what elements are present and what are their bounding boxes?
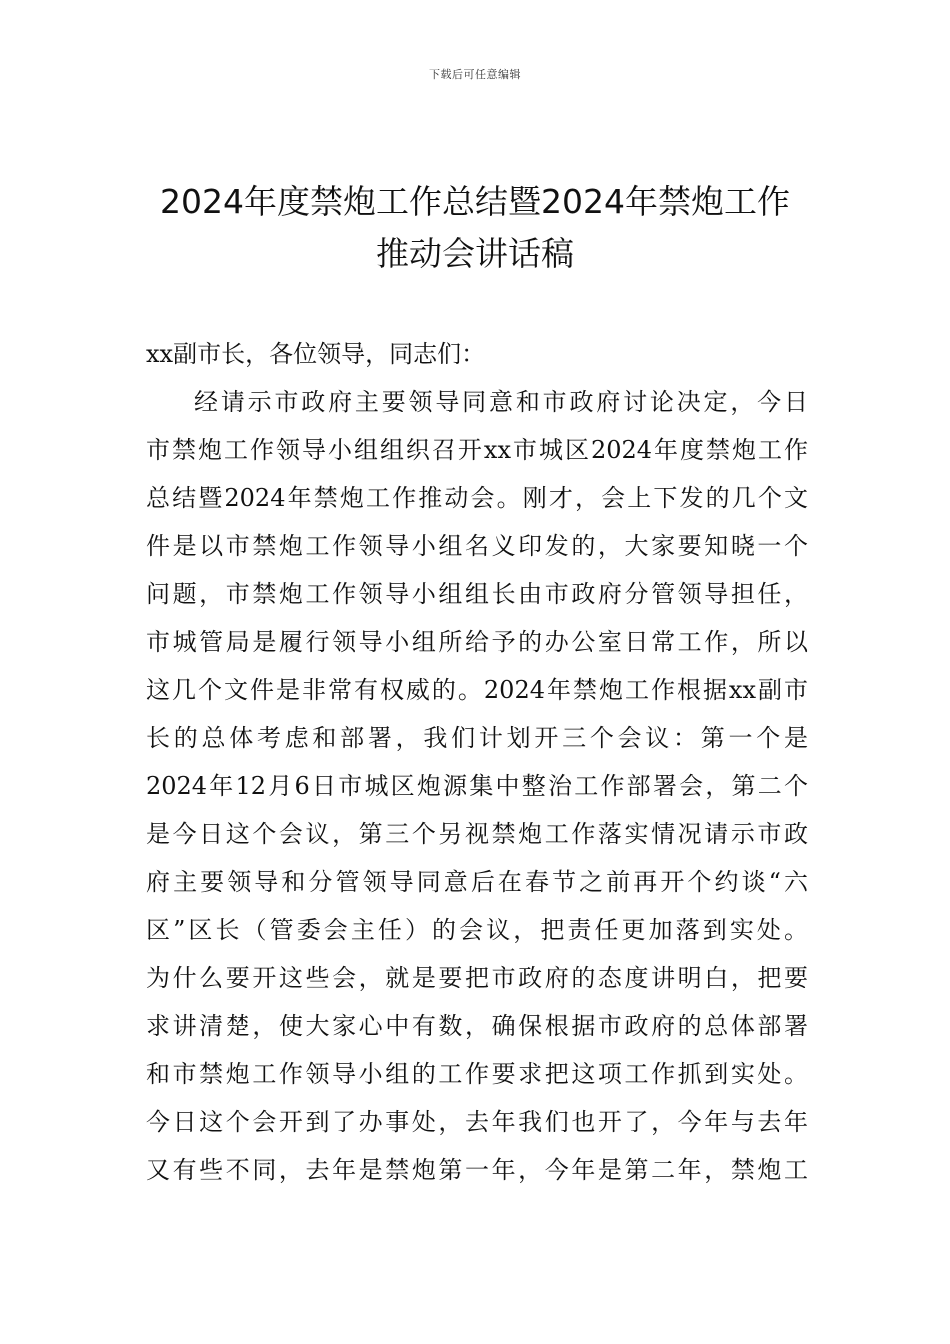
paragraph-line: 问题，市禁炮工作领导小组组长由市政府分管领导担任， — [146, 580, 808, 608]
paragraph-line: 今日这个会开到了办事处，去年我们也开了，今年与去年 — [146, 1108, 808, 1136]
paragraph-line: 为什么要开这些会，就是要把市政府的态度讲明白，把要 — [146, 964, 808, 992]
paragraph-line: 府主要领导和分管领导同意后在春节之前再开个约谈“六 — [146, 868, 808, 896]
paragraph-line: 市城管局是履行领导小组所给予的办公室日常工作，所以 — [146, 628, 808, 656]
paragraph-line: 是今日这个会议，第三个另视禁炮工作落实情况请示市政 — [146, 820, 808, 848]
paragraph-line: 件是以市禁炮工作领导小组名义印发的，大家要知晓一个 — [146, 532, 808, 560]
paragraph-line: 长的总体考虑和部署，我们计划开三个会议：第一个是 — [146, 724, 808, 752]
document-body — [146, 330, 808, 1194]
paragraph-line: 2024年12月6日市城区炮源集中整治工作部署会，第二个 — [146, 772, 808, 800]
paragraph-line: 和市禁炮工作领导小组的工作要求把这项工作抓到实处。 — [146, 1060, 808, 1088]
document-title — [120, 176, 830, 280]
title-line-2: 推动会讲话稿 — [376, 234, 574, 273]
paragraph-line: 经请示市政府主要领导同意和市政府讨论决定，今日 — [194, 388, 808, 416]
paragraph-line: 总结暨2024年禁炮工作推动会。刚才，会上下发的几个文 — [146, 484, 808, 512]
paragraph-line: 这几个文件是非常有权威的。2024年禁炮工作根据xx副市 — [146, 676, 808, 704]
paragraph-line: 区”区长（管委会主任）的会议，把责任更加落到实处。 — [146, 916, 808, 944]
header-note: 下载后可任意编辑 — [429, 68, 521, 81]
paragraph-line: 又有些不同，去年是禁炮第一年，今年是第二年，禁炮工 — [146, 1156, 808, 1184]
paragraph-line: 市禁炮工作领导小组组织召开xx市城区2024年度禁炮工作 — [146, 436, 808, 464]
salutation: xx副市长，各位领导，同志们： — [146, 340, 486, 368]
paragraph-line: 求讲清楚，使大家心中有数，确保根据市政府的总体部署 — [146, 1012, 808, 1040]
title-line-1: 2024年度禁炮工作总结暨2024年禁炮工作 — [160, 182, 790, 221]
